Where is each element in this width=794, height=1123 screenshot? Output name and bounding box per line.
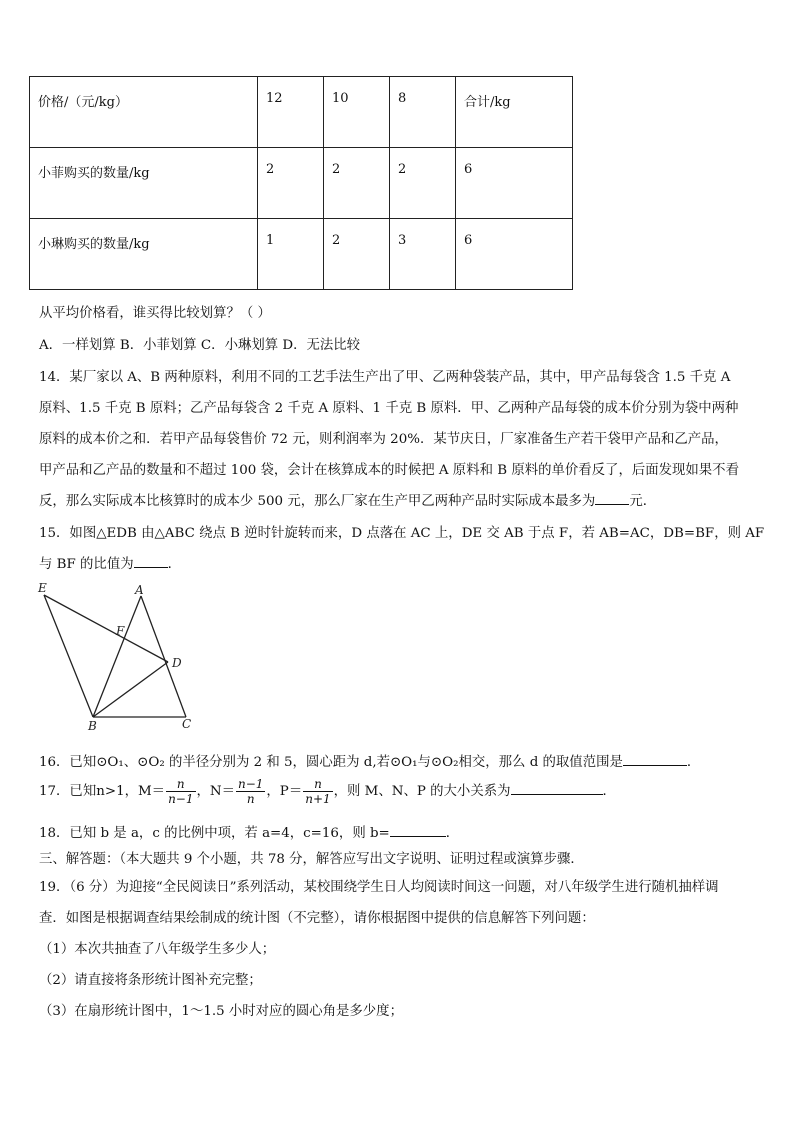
q14-line3: 原料的成本价之和．若甲产品每袋售价 72 元，则利润率为 20%．某节庆日，厂家准备生产若干袋甲产品和乙产品，	[39, 432, 728, 447]
q17-prefix: 17．已知	[39, 784, 97, 799]
q16-text: 16．已知⊙O₁、⊙O₂ 的半径分别为 2 和 5，圆心距为 d,若⊙O₁与⊙O₂相交，那么 d 的取值范围是	[39, 755, 623, 770]
q14-line2: 原料、1.5 千克 B 原料；乙产品每袋含 2 千克 A 原料、1 千克 B 原料．甲、乙两种产品每袋的成本价分别为袋中两种	[39, 401, 739, 416]
table-cell: 2	[258, 148, 324, 219]
q13-question: 从平均价格看，谁买得比较划算？（ ）	[39, 306, 271, 321]
answer-blank	[390, 824, 446, 837]
table-cell: 10	[324, 77, 390, 148]
fraction-N	[236, 777, 265, 806]
q14-line5-end: 元．	[629, 494, 657, 509]
answer-blank	[134, 555, 168, 568]
table-cell: 小菲购买的数量/kg	[30, 148, 258, 219]
label-B: B	[88, 719, 97, 732]
fraction-M	[166, 777, 195, 806]
q18	[39, 822, 459, 841]
answer-blank	[511, 782, 603, 795]
table-cell: 小琳购买的数量/kg	[30, 219, 258, 290]
q14-line1: 14．某厂家以 A、B 两种原料，利用不同的工艺手法生产出了甲、乙两种袋装产品，其中，甲产品每袋含 1.5 千克 A	[39, 370, 731, 385]
section-heading: 三、解答题：（本大题共 9 个小题，共 78 分，解答应写出文字说明、证明过程或演算步骤．	[39, 852, 584, 867]
table-cell: 12	[258, 77, 324, 148]
q19-sub2: （2）请直接将条形统计图补充完整；	[39, 973, 262, 988]
q19-line2: 查．如图是根据调查结果绘制成的统计图（不完整），请你根据图中提供的信息解答下列问题：	[39, 911, 595, 926]
q15-line2	[39, 553, 181, 572]
table-cell: 1	[258, 219, 324, 290]
triangle-rotation-figure	[34, 580, 194, 732]
segment-ED	[44, 595, 168, 662]
q13-options: A．一样划算 B．小菲划算 C．小琳划算 D．无法比较	[39, 338, 361, 353]
q15-line1: 15．如图△EDB 由△ABC 绕点 B 逆时针旋转而来，D 点落在 AC 上，DE 交 AB 于点 F，若 AB=AC，DB=BF，则 AF	[39, 526, 765, 541]
q14-line4: 甲产品和乙产品的数量和不超过 100 袋，会计在核算成本的时候把 A 原料和 B 原料的单价看反了，后面发现如果不看	[39, 463, 739, 478]
fraction-P	[303, 777, 332, 806]
fraction-numerator: n	[303, 777, 332, 792]
q19-sub3: （3）在扇形统计图中，1～1.5 小时对应的圆心角是多少度；	[39, 1004, 403, 1019]
answer-blank	[595, 492, 629, 505]
table-cell: 合计/kg	[456, 77, 573, 148]
table-cell: 6	[456, 219, 573, 290]
label-F: F	[116, 624, 125, 638]
q17-suffix: ，则 M、N、P 的大小关系为	[333, 784, 511, 799]
q17-p-label: ，P＝	[266, 784, 303, 799]
table-row	[30, 77, 573, 148]
label-D: D	[172, 656, 182, 670]
q14-line5	[39, 490, 656, 509]
table-row	[30, 219, 573, 290]
q15-line2-end: ．	[167, 557, 181, 572]
table-cell: 2	[324, 219, 390, 290]
fraction-denominator: n	[246, 792, 255, 806]
fraction-numerator: n	[166, 777, 195, 792]
q19-sub1: （1）本次共抽查了八年级学生多少人；	[39, 942, 276, 957]
q19-line1: 19．（6 分）为迎接“全民阅读日”系列活动，某校围绕学生日人均阅读时间这一问题，对八年级学生进行随机抽样调	[39, 880, 719, 895]
table-cell: 6	[456, 148, 573, 219]
table-row	[30, 148, 573, 219]
q17	[39, 777, 616, 806]
price-table	[29, 76, 573, 290]
q16	[39, 751, 700, 770]
q17-condition: n>1，M＝	[96, 784, 166, 799]
segment-EB	[44, 595, 93, 717]
table-cell: 2	[324, 148, 390, 219]
q16-end: ．	[686, 755, 701, 770]
q17-end: ．	[602, 784, 616, 799]
q14-line5-text: 反，那么实际成本比核算时的成本少 500 元，那么厂家在生产甲乙两种产品时实际成本最多为	[39, 494, 596, 509]
fraction-numerator: n−1	[238, 777, 264, 791]
label-C: C	[182, 717, 192, 731]
fraction-denominator: n−1	[168, 792, 194, 806]
table-cell: 价格/（元/kg）	[30, 77, 258, 148]
q15-line2-text: 与 BF 的比值为	[39, 557, 134, 572]
q18-text: 18．已知 b 是 a，c 的比例中项，若 a=4，c=16，则 b=	[39, 826, 390, 841]
label-A: A	[135, 583, 144, 597]
table-cell: 3	[390, 219, 456, 290]
table-cell: 8	[390, 77, 456, 148]
table-cell: 2	[390, 148, 456, 219]
q18-end: ．	[445, 826, 460, 841]
label-E: E	[38, 581, 47, 595]
answer-blank	[623, 753, 687, 766]
q17-n-label: ，N＝	[196, 784, 235, 799]
fraction-denominator: n+1	[305, 792, 331, 806]
